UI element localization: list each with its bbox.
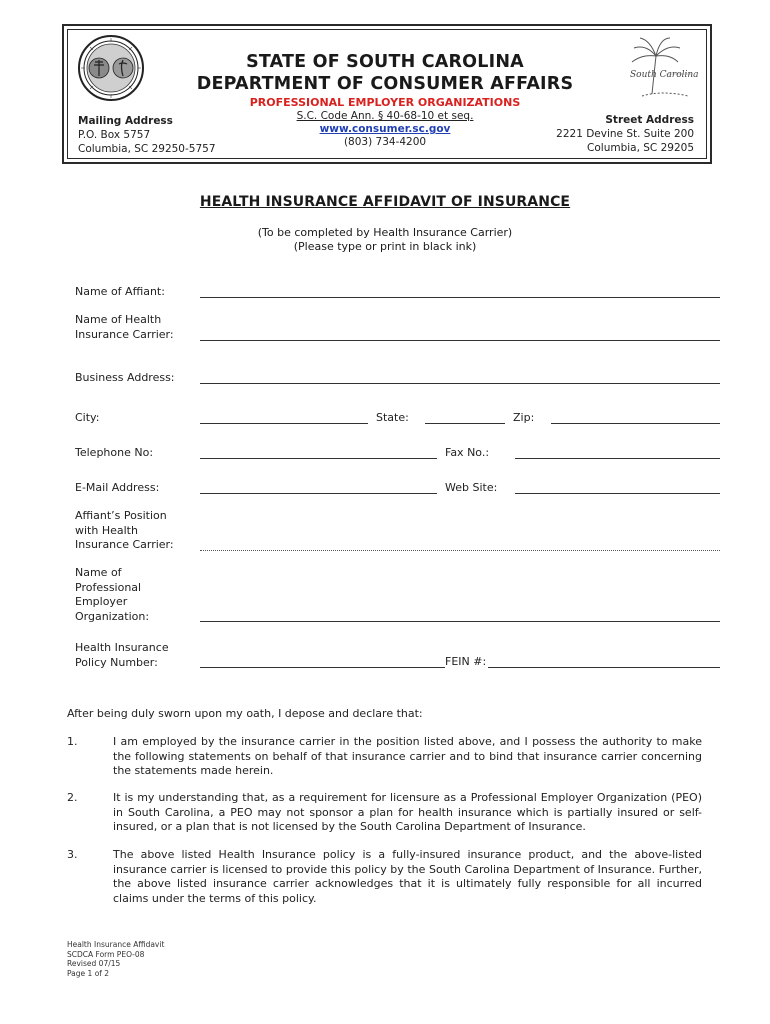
street-label: Street Address [605,114,694,126]
statement-2-number: 2. [67,791,78,804]
phone-number: (803) 734-4200 [343,136,427,148]
telephone-field[interactable] [200,458,437,459]
carrier-name-label-2: Insurance Carrier: [75,327,174,341]
zip-label: Zip: [513,411,535,424]
carrier-name-label [75,313,174,342]
position-field[interactable] [200,550,720,551]
statement-3-number: 3. [67,848,78,861]
state-title: STATE OF SOUTH CAROLINA [246,52,524,72]
position-label-2: with Health [75,523,138,537]
statement-3-text: The above listed Health Insurance policy is a fully-insured insurance product, and the above-listed insurance carrier is licensed to provide this policy by the South Carolina Department of Insurance. Further, the above listed insurance carrier acknowledges that it is ultimately fully responsible for all incurred claims under the terms of this policy. [113,848,702,905]
carrier-name-label-1: Name of Health [75,313,162,326]
position-label-1: Affiant’s Position [75,509,167,522]
affiant-name-field[interactable] [200,297,720,298]
fein-label: FEIN #: [445,655,487,668]
mailing-line2: Columbia, SC 29250-5757 [78,143,216,155]
website-link[interactable]: www.consumer.sc.gov [319,123,451,135]
zip-field[interactable] [551,423,720,424]
peo-label-1: Name of [75,566,122,579]
peo-name-field[interactable] [200,621,720,622]
state-field[interactable] [425,423,505,424]
affiant-name-label: Name of Affiant: [75,285,165,298]
form-footer [67,940,164,978]
statement-2-text: It is my understanding that, as a requirement for licensure as a Professional Employer Organization (PEO) in South Carolina, a PEO may not sponsor a plan for health insurance which is partially insured or self-insured, or a plan that is not licensed by the South Carolina Department of Insurance. [113,791,702,833]
email-field[interactable] [200,493,437,494]
footer-form-name: Health Insurance Affidavit [67,940,165,949]
position-label [75,509,174,553]
subtitle-carrier: (To be completed by Health Insurance Carrier) [257,226,513,239]
peo-name-label [75,566,149,624]
oath-statement: After being duly sworn upon my oath, I depose and declare that: [67,707,423,720]
statement-1-number: 1. [67,735,78,748]
footer-revision: Revised 07/15 [67,959,121,968]
city-field[interactable] [200,423,368,424]
document-title: HEALTH INSURANCE AFFIDAVIT OF INSURANCE [199,194,571,210]
business-address-label: Business Address: [75,371,175,384]
carrier-name-field[interactable] [200,340,720,341]
policy-number-label [75,641,169,670]
state-label: State: [376,411,409,424]
business-address-field[interactable] [200,383,720,384]
position-label-3: Insurance Carrier: [75,538,174,551]
street-line2: Columbia, SC 29205 [587,142,694,154]
street-address [556,113,694,155]
statement-1-text: I am employed by the insurance carrier in the position listed above, and I possess the authority to make the following statements on behalf of that insurance carrier and to bind that insurance carrier concerning the statements made herein. [113,735,702,777]
peo-label-4: Organization: [75,609,150,623]
subtitle-ink: (Please type or print in black ink) [293,240,477,253]
street-line1: 2221 Devine St. Suite 200 [556,128,694,140]
peo-label-3: Employer [75,595,128,608]
peo-label-2: Professional [75,580,142,594]
email-label: E-Mail Address: [75,481,160,494]
fax-label: Fax No.: [445,446,490,459]
website-field[interactable] [515,493,720,494]
mailing-line1: P.O. Box 5757 [78,129,151,141]
policy-label-1: Health Insurance [75,641,169,654]
department-title: DEPARTMENT OF CONSUMER AFFAIRS [196,74,574,94]
city-label: City: [75,411,100,424]
mailing-label: Mailing Address [78,115,173,127]
logo-text: South Carolina [630,70,699,80]
website-label: Web Site: [445,481,498,494]
footer-page-number: Page 1 of 2 [67,968,110,978]
fax-field[interactable] [515,458,720,459]
mailing-address [78,114,216,156]
policy-label-2: Policy Number: [75,655,158,669]
footer-form-number: SCDCA Form PEO-08 [67,949,145,959]
program-title: PROFESSIONAL EMPLOYER ORGANIZATIONS [249,96,521,109]
code-citation: S.C. Code Ann. § 40-68-10 et seq. [296,110,474,122]
telephone-label: Telephone No: [75,446,154,459]
